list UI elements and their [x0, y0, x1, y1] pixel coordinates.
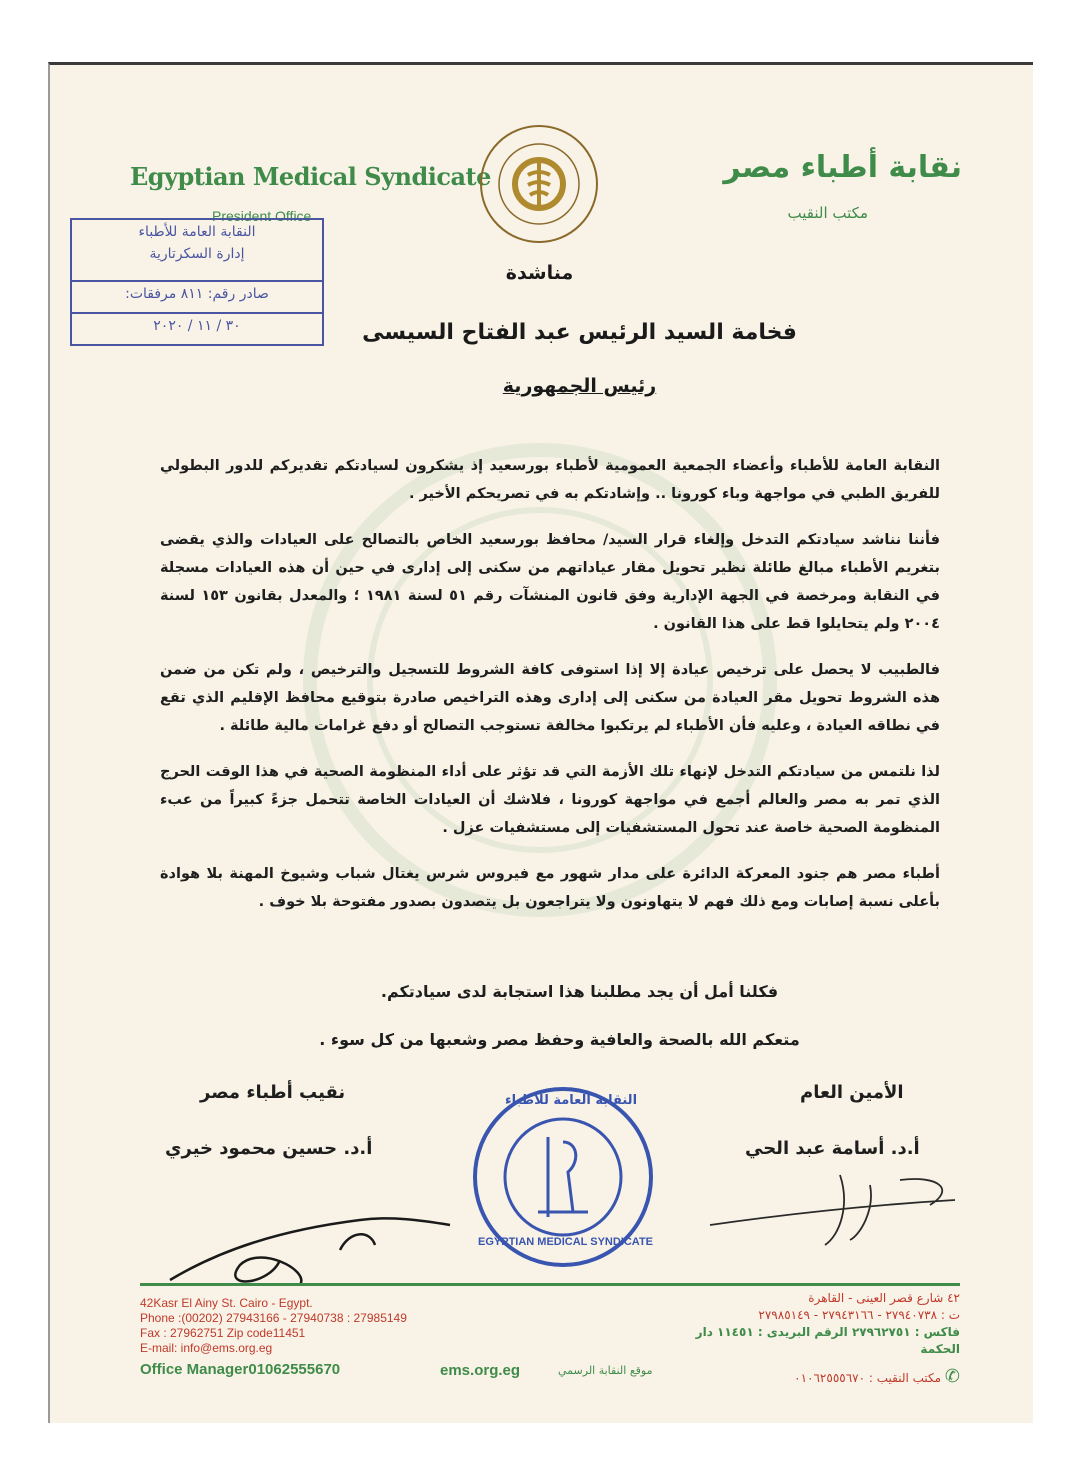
secretary-general-title: الأمين العام — [800, 1082, 904, 1103]
paragraph-2: فأننا نناشد سيادتكم التدخل وإلغاء قرار السيد/ محافظ بورسعيد الخاص بالتصالح على العيادات والذي يقضى بتغريم الأطباء مبالغ طائلة نظير تحويل مقار عياداتهم من سكنى إلى إدارى في حين أن هذه العيادات مسجلة في النقابة ومرخصة في الجهة الإدارية وفق قانون المنشآت رقم ٥١ لسنة ١٩٨١ ؛ والمعدل بقانون ١٥٣ لسنة ٢٠٠٤ ولم يتحايلوا قط على هذا القانون . — [160, 532, 940, 632]
footer-divider — [140, 1283, 960, 1286]
footer-website-label: موقع النقابة الرسمي — [558, 1364, 653, 1377]
paragraph-1: النقابة العامة للأطباء وأعضاء الجمعية العمومية لأطباء بورسعيد إذ يشكرون لسيادتكم تقديركم للدور البطولي للفريق الطبي في مواجهة وباء كورونا .. وإشادتكم به في تصريحكم الأخير . — [160, 458, 940, 502]
secretary-general-name: أ.د. أسامة عبد الحي — [745, 1138, 920, 1159]
secretary-signature-icon — [700, 1165, 970, 1255]
syndicate-name-english: Egyptian Medical Syndicate — [130, 162, 491, 191]
syndicate-name-arabic: نقابة أطباء مصر — [723, 150, 962, 185]
president-title: نقيب أطباء مصر — [200, 1082, 346, 1103]
footer-arabic — [690, 1290, 960, 1387]
footer-email[interactable]: E-mail: info@ems.org.eg — [140, 1341, 273, 1355]
paragraph-4: لذا نلتمس من سيادتكم التدخل لإنهاء تلك الأزمة التي قد تؤثر على أداء المنظومة الصحية في هذا الوقت الحرج الذي تمر به مصر والعالم أجمع في مواجهة كورونا ، فلاشك أن العيادات الخاصة تتحمل جزءً كبيراً من عبء المنظومة الصحية خاصة عند تحول المستشفيات إلى مستشفيات عزل . — [160, 764, 940, 836]
footer-arabic-fax: فاكس : ٢٧٩٦٢٧٥١ الرقم البريدى : ١١٤٥١ دار الحكمة — [695, 1325, 960, 1356]
seal-arabic-text: النقابة العامة للأطباء — [505, 1093, 638, 1108]
stamp-line-1: النقابة العامة للأطباء — [138, 224, 256, 240]
recipient-position: رئيس الجمهورية — [502, 375, 657, 397]
stamp-line-3: صادر رقم: ٨١١ مرفقات: — [125, 286, 269, 302]
footer-fax: Fax : 27962751 Zip code11451 — [140, 1326, 306, 1340]
footer-arabic-phone: ت : ٢٧٩٤٠٧٣٨ - ٢٧٩٤٣١٦٦ - ٢٧٩٨٥١٤٩ — [758, 1308, 960, 1322]
letter-recipient: فخامة السيد الرئيس عبد الفتاح السيسى — [362, 320, 797, 345]
president-name: أ.د. حسين محمود خيري — [165, 1138, 373, 1159]
footer-arabic-address: ٤٢ شارع قصر العينى - القاهرة — [808, 1291, 960, 1305]
footer-address: 42Kasr El Ainy St. Cairo - Egypt. — [140, 1296, 313, 1310]
letter-body — [160, 452, 940, 934]
president-office-english: President Office — [212, 208, 312, 224]
whatsapp-icon: ✆ — [944, 1366, 960, 1387]
footer-office-manager: Office Manager01062555670 — [140, 1361, 341, 1378]
footer-english — [140, 1296, 407, 1377]
stamp-line-2: إدارة السكرتارية — [149, 246, 245, 262]
president-office-arabic: مكتب النقيب — [787, 204, 868, 222]
footer-phone: Phone :(00202) 27943166 - 27940738 : 27985149 — [140, 1311, 407, 1325]
closing-line-2: متعكم الله بالصحة والعافية وحفظ مصر وشعبها من كل سوء . — [319, 1030, 800, 1049]
syndicate-logo-icon — [478, 123, 600, 245]
paragraph-3: فالطبيب لا يحصل على ترخيص عيادة إلا إذا استوفى كافة الشروط للتسجيل والترخيص ، ولم تكن من ضمن هذه الشروط تحويل مقر العيادة من سكنى إلى إدارى وهذه التراخيص صادرة بتوقيع محافظ الإقليم الذي تقع في نطاقه العيادة ، وعليه فأن الأطباء لم يرتكبوا مخالفة تستوجب التصالح أو دفع غرامات مالية طائلة . — [160, 662, 940, 734]
paragraph-5: أطباء مصر هم جنود المعركة الدائرة على مدار شهور مع فيروس شرس يغتال شباب وشيوخ المهنة بلا هوادة بأعلى نسبة إصابات ومع ذلك فهم لا يتهاونون ولا يتراجعون بل يتصدون بصدور مفتوحة بلا خوف . — [160, 866, 940, 910]
letter-heading: مناشدة — [505, 262, 574, 284]
stamp-date: ٣٠ / ١١ / ٢٠٢٠ — [153, 318, 241, 334]
footer-arabic-manager: مكتب النقيب : ٠١٠٦٢٥٥٥٦٧٠ — [794, 1371, 942, 1385]
seal-english-text: EGYPTIAN MEDICAL SYNDICATE — [478, 1236, 653, 1248]
closing-line-1: فكلنا أمل أن يجد مطلبنا هذا استجابة لدى سيادتكم. — [380, 982, 779, 1001]
footer-website[interactable]: ems.org.eg — [440, 1362, 521, 1379]
